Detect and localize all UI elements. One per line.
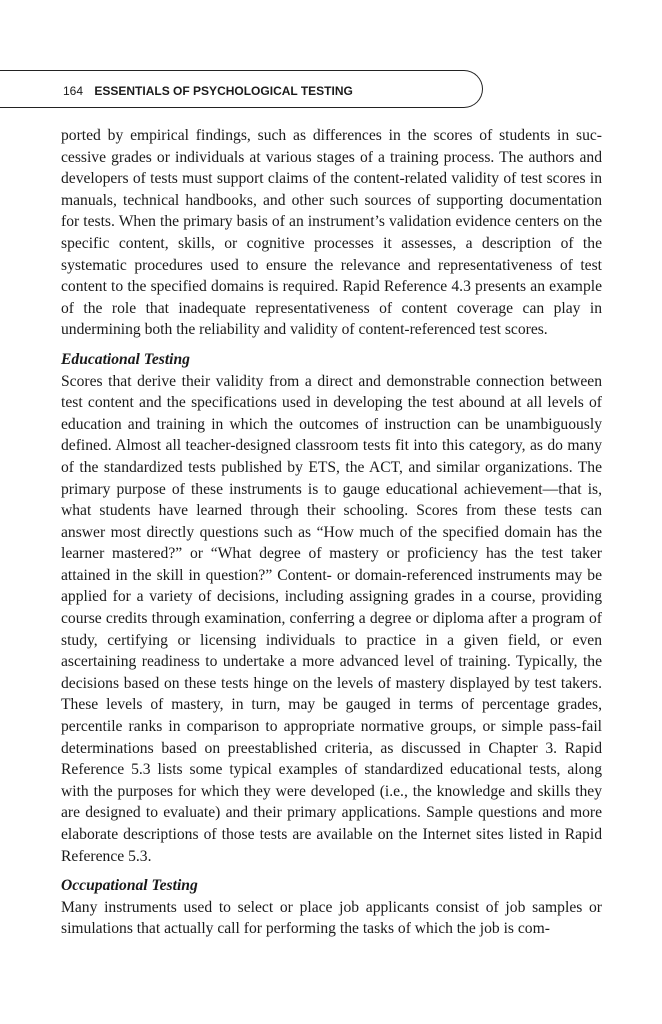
section-gap — [61, 341, 602, 349]
heading-occupational-testing: Occupational Testing — [61, 877, 198, 895]
running-title: ESSENTIALS OF PSYCHOLOGICAL TESTING — [94, 84, 353, 98]
heading-educational-testing: Educational Testing — [61, 350, 190, 368]
page-body — [61, 125, 602, 940]
page-number: 164 — [63, 84, 84, 98]
paragraph-educational-testing: Scores that derive their validity from a direct and demonstrable connection between test content and the specifications used in developing the test abound at all levels of education and training in which the outcomes of instruction can be unambiguously defined. Almost all teacher-designed classroom tests fit into this category, as do many of the standardized tests published by ETS, the ACT, and similar organizations. The primary purpose of these instruments is to gauge educational achievement—that is, what students have learned through their schooling. Scores from these tests can answer most directly questions such as “How much of the specified domain has the learner mastered?” or “What degree of mastery or proficiency has the test taker attained in the skill in question?” Content- or domain-referenced instruments may be applied for a variety of decisions, including assigning grades in a course, providing course credits through examination, conferring a degree or diploma after a program of study, certifying or licensing individuals to practice in a given field, or even ascertaining readiness to undertake a more advanced level of training. Typically, the decisions based on these tests hinge on the levels of mastery displayed by test takers. These levels of mastery, in turn, may be gauged in terms of percentage grades, percentile ranks in comparison to appropriate normative groups, or simple pass-fail determinations based on preestablished criteria, as discussed in Chapter 3. Rapid Reference 5.3 lists some typical examples of standardized educational tests, along with the purposes for which they were developed (i.e., the knowledge and skills they are designed to evaluate) and their primary applications. Sample questions and more elaborate descriptions of those tests are available on the Internet sites listed in Rapid Reference 5.3. — [61, 372, 602, 865]
section-gap — [61, 867, 602, 875]
paragraph-occupational-testing: Many instruments used to select or place job applicants consist of job samples or simulations that actually call for performing the tasks of which the job is com- — [61, 898, 602, 938]
running-header — [63, 84, 353, 98]
paragraph-intro: ported by empirical findings, such as differences in the scores of students in successive grades or individuals at various stages of a training process. The authors and developers of tests must support claims of the content-related validity of test scores in manuals, technical handbooks, and other such sources of supporting documentation for tests. When the primary basis of an instrument’s validation evidence centers on the specific content, skills, or cognitive processes it assesses, a description of the systematic procedures used to ensure the relevance and representativeness of test content to the specified domains is required. Rapid Reference 4.3 presents an example of the role that inadequate representativeness of content coverage can play in undermining both the reliability and validity of content-referenced test scores. — [61, 127, 602, 339]
